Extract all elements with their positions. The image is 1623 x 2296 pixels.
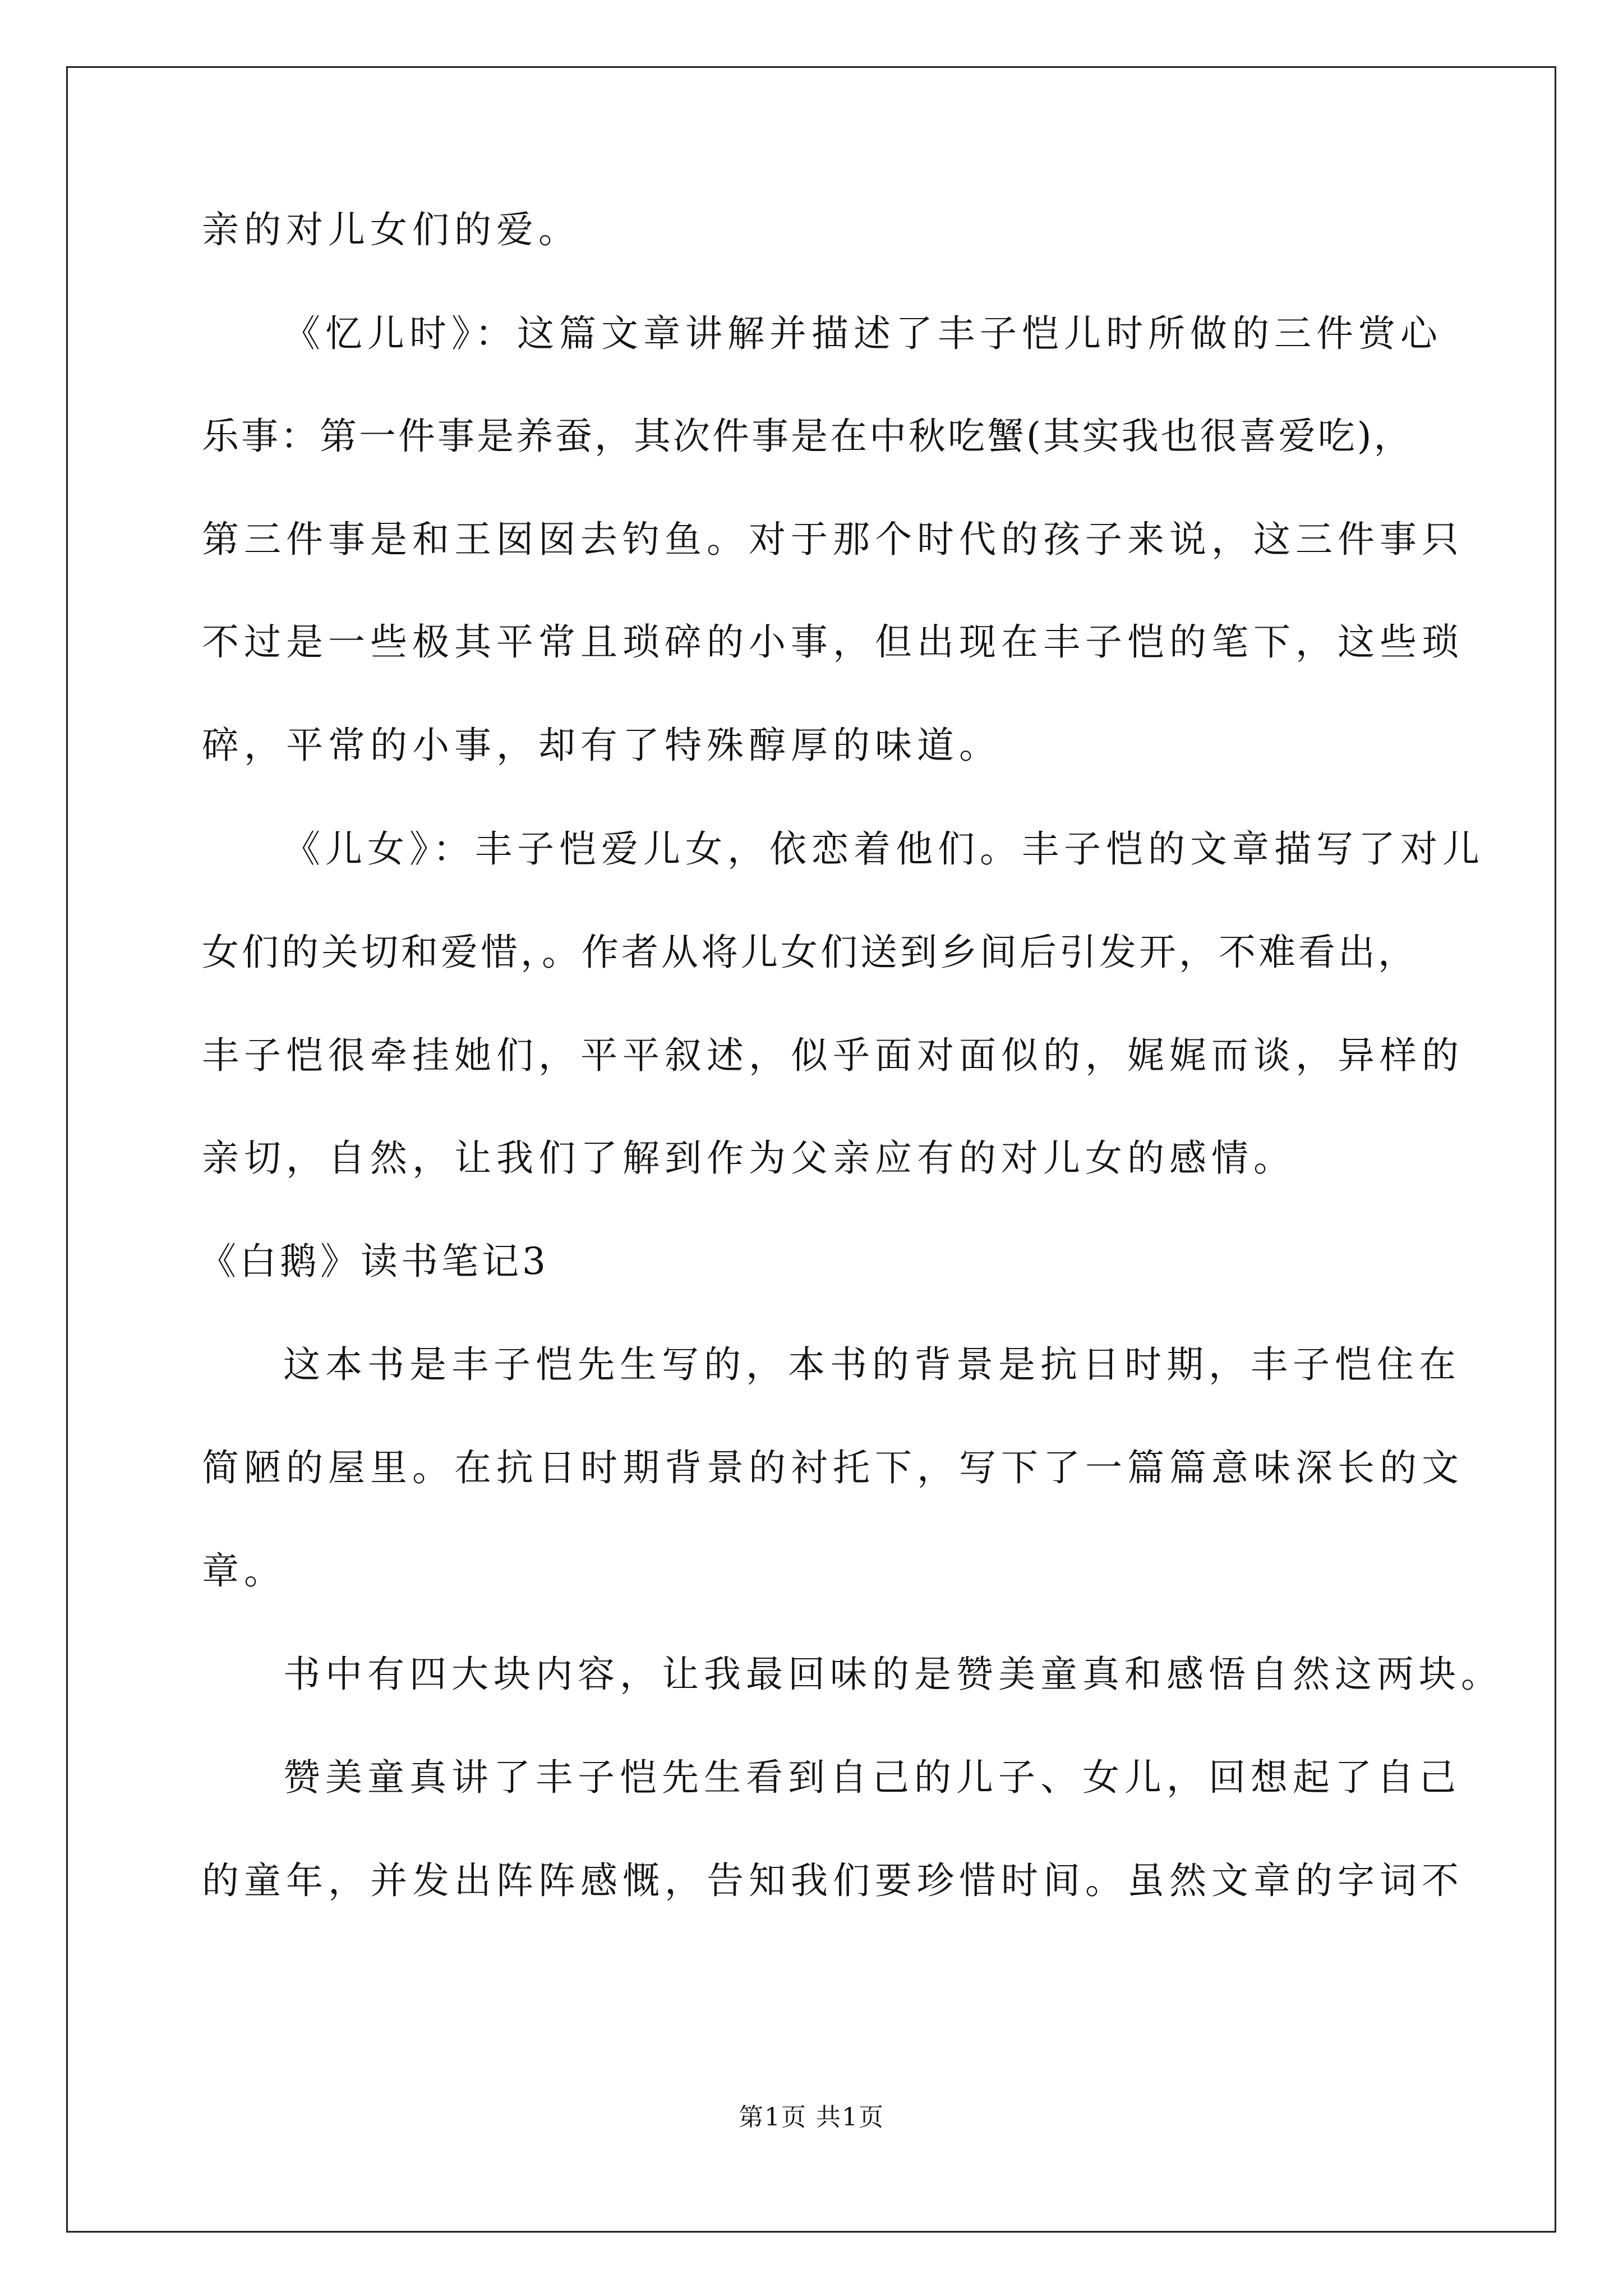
paragraph-line: 第三件事是和王囡囡去钓鱼。对于那个时代的孩子来说，这三件事只 — [202, 518, 1464, 561]
page-footer: 第1页 共1页 — [739, 2103, 884, 2132]
paragraph-line: 简陋的屋里。在抗日时期背景的衬托下，写下了一篇篇意味深长的文 — [202, 1446, 1464, 1489]
paragraph-line: 不过是一些极其平常且琐碎的小事，但出现在丰子恺的笔下，这些琐 — [202, 620, 1464, 664]
paragraph-line: 丰子恺很牵挂她们，平平叙述，似乎面对面似的，娓娓而谈，异样的 — [202, 1034, 1464, 1077]
paragraph-line: 《忆儿时》：这篇文章讲解并描述了丰子恺儿时所做的三件赏心 — [283, 312, 1442, 355]
paragraph-line: 这本书是丰子恺先生写的，本书的背景是抗日时期，丰子恺住在 — [283, 1343, 1461, 1386]
paragraph-line: 碎，平常的小事，却有了特殊醇厚的味道。 — [202, 724, 1001, 767]
paragraph-line: 女们的关切和爱惜，。作者从将儿女们送到乡间后引发开，不难看出， — [202, 931, 1418, 974]
paragraph-line: 书中有四大块内容，让我最回味的是赞美童真和感悟自然这两块。 — [283, 1653, 1503, 1696]
paragraph-line: 章。 — [202, 1549, 286, 1593]
paragraph-line: 亲的对儿女们的爱。 — [202, 208, 580, 251]
paragraph-line: 乐事：第一件事是养蚕，其次件事是在中秋吃蟹(其实我也很喜爱吃)， — [202, 415, 1413, 458]
section-heading: 《白鹅》读书笔记3 — [199, 1240, 549, 1283]
paragraph-line: 《儿女》：丰子恺爱儿女，依恋着他们。丰子恺的文章描写了对儿 — [283, 827, 1484, 871]
paragraph-line: 亲切，自然，让我们了解到作为父亲应有的对儿女的感情。 — [202, 1137, 1295, 1180]
paragraph-line: 赞美童真讲了丰子恺先生看到自己的儿子、女儿，回想起了自己 — [283, 1756, 1461, 1799]
paragraph-line: 的童年，并发出阵阵感慨，告知我们要珍惜时间。虽然文章的字词不 — [202, 1859, 1464, 1902]
